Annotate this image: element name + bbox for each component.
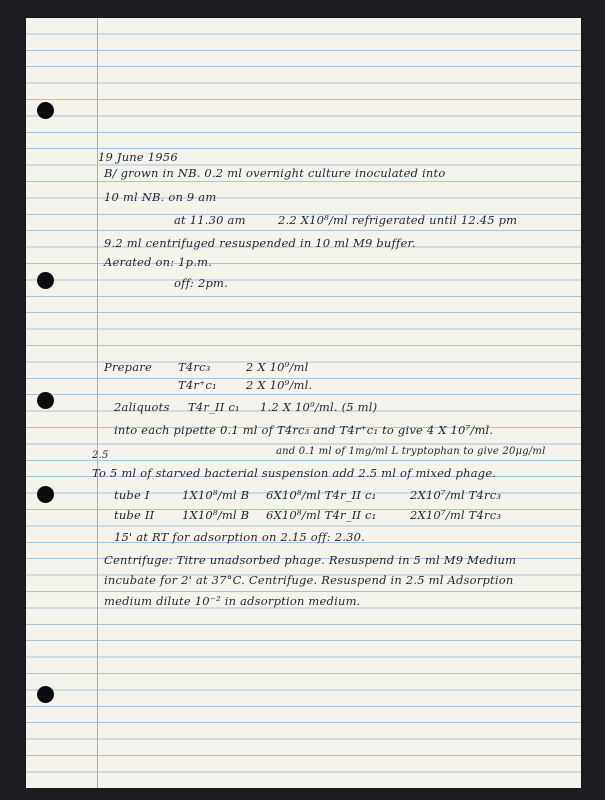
margin-line [97,18,98,788]
note-line: 6X10⁸/ml T4r_II c₁ [266,508,377,522]
note-line: 10 ml NB. on 9 am [104,190,217,204]
note-line: 2.5 [92,450,109,461]
note-line: incubate for 2' at 37°C. Centrifuge. Resuspend in 2.5 ml Adsorption [104,573,514,587]
note-line: T4r_II c₁ [188,400,240,414]
note-line: Aerated on: 1p.m. [104,255,213,269]
punch-hole [37,486,54,503]
note-line: 1X10⁸/ml B [182,488,250,502]
punch-hole [37,686,54,703]
note-line: T4r⁺c₁ [178,378,217,392]
note-line: off: 2pm. [174,276,229,290]
note-line: 15' at RT for adsorption on 2.15 off: 2.30. [114,530,365,544]
entry-date: 19 June 1956 [98,150,178,164]
note-line: 1X10⁸/ml B [182,508,250,522]
note-line: 9.2 ml centrifuged resuspended in 10 ml M9 buffer. [104,236,416,250]
note-line: B/ grown in NB. 0.2 ml overnight culture inoculated into [104,166,446,180]
note-line: medium dilute 10⁻² in adsorption medium. [104,594,361,608]
note-line: 2 X 10⁹/ml [246,360,309,374]
note-line: and 0.1 ml of 1mg/ml L tryptophan to give 20μg/ml [276,446,546,457]
note-line: 2X10⁷/ml T4rc₃ [410,508,502,522]
note-line: 2X10⁷/ml T4rc₃ [410,488,502,502]
note-line: tube I [114,488,150,502]
note-line: 1.2 X 10⁹/ml. (5 ml) [260,400,378,414]
punch-hole [37,102,54,119]
punch-hole [37,272,54,289]
note-line: To 5 ml of starved bacterial suspension add 2.5 ml of mixed phage. [92,466,497,480]
notebook-page [26,18,581,788]
note-line: 2.2 X10⁸/ml refrigerated until 12.45 pm [278,213,518,227]
punch-hole [37,392,54,409]
note-line: 2 X 10⁹/ml. [246,378,313,392]
note-line: into each pipette 0.1 ml of T4rc₃ and T4r⁺c₁ to give 4 X 10⁷/ml. [114,423,494,437]
note-line: 6X10⁸/ml T4r_II c₁ [266,488,377,502]
note-line: 2aliquots [114,400,170,414]
note-line: T4rc₃ [178,360,211,374]
note-line: Centrifuge: Titre unadsorbed phage. Resuspend in 5 ml M9 Medium [104,553,517,567]
note-line: Prepare [104,360,152,374]
note-line: at 11.30 am [174,213,246,227]
note-line: tube II [114,508,155,522]
